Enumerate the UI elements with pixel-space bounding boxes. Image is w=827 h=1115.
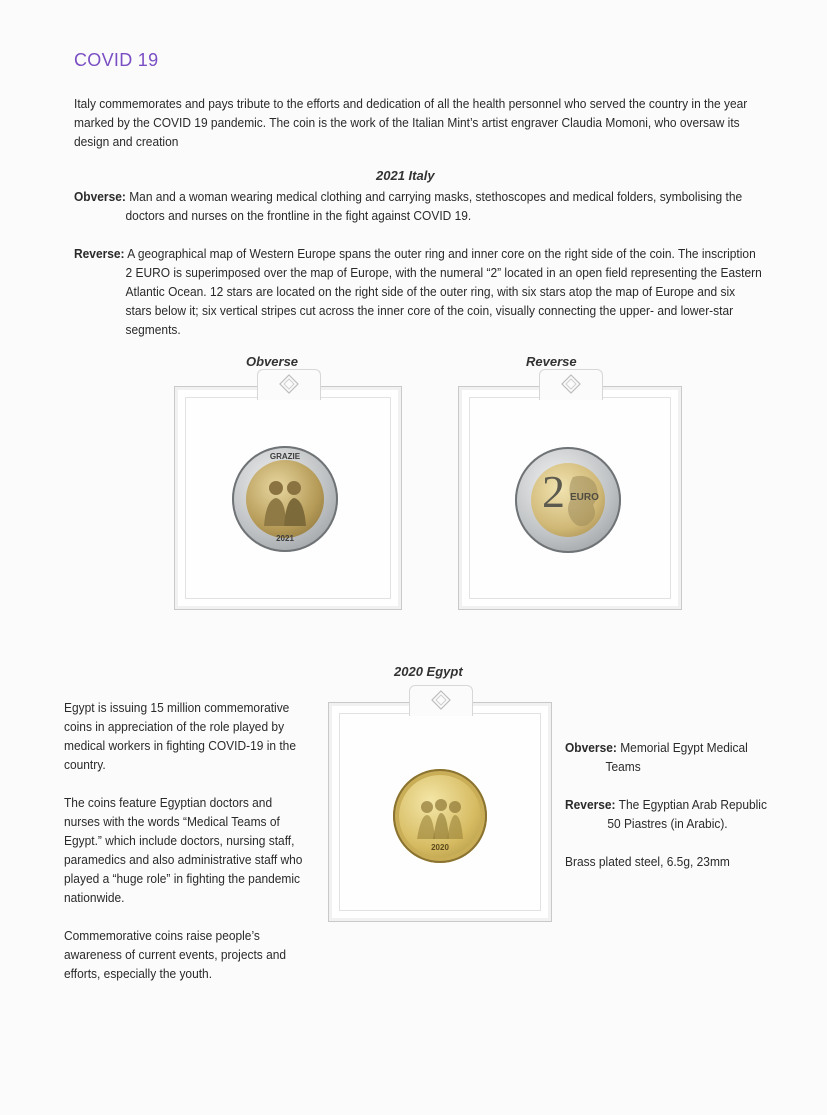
holder-tab	[409, 685, 473, 716]
coin-numeral: 2	[542, 466, 565, 517]
intro-paragraph	[74, 94, 748, 151]
egypt-coin-holder	[328, 702, 552, 922]
intro-text: Italy commemorates and pays tribute to the efforts and dedication of all the health personnel who served the country in the year marked by the COVID 19 pandemic. The coin is the work of the Italian Mint’s artist engraver Claudia Momoni, who oversaw its design and creation	[74, 96, 748, 149]
doctors-relief-icon	[246, 460, 324, 538]
italy-reverse-caption: Reverse	[526, 354, 577, 369]
coin-core	[246, 460, 324, 538]
italy-reverse-coin-holder	[458, 386, 682, 610]
italy-obverse-coin	[232, 446, 338, 552]
egypt-description	[64, 698, 303, 1002]
egypt-paragraph: Commemorative coins raise people’s awareness of current events, projects and efforts, especially the youth.	[64, 928, 287, 981]
europe-map-icon	[515, 447, 621, 553]
italy-obverse-caption: Obverse	[246, 354, 299, 369]
italy-reverse-text: A geographical map of Western Europe spans the outer ring and inner core on the right side of the coin. The inscription 2 EURO is superimposed over the map of Europe, with the numeral “2” located in an open field representing the Eastern Atlantic Ocean. 12 stars are located on the right side of the outer ring, with six stars atop the map of Europe and six stars below it; six vertical stripes cut across the inner core of the coin, visually connecting the upper- and lower-star segments.	[125, 246, 762, 337]
coin-year: 2021	[276, 534, 294, 543]
holder-tab	[257, 369, 321, 400]
egypt-material: Brass plated steel, 6.5g, 23mm	[565, 854, 730, 869]
egypt-reverse-text: The Egyptian Arab Republic	[618, 797, 767, 812]
holder-tab	[539, 369, 603, 400]
italy-reverse-label: Reverse:	[74, 246, 125, 261]
italy-obverse-label: Obverse:	[74, 189, 126, 204]
coin-year: 2020	[431, 843, 449, 852]
egypt-specifications	[565, 738, 786, 890]
egypt-reverse-label: Reverse:	[565, 797, 616, 812]
coin-denomination: EURO	[570, 492, 599, 503]
egypt-coin	[393, 769, 487, 863]
italy-reverse-coin	[515, 447, 621, 553]
coin-inscription: GRAZIE	[269, 452, 301, 461]
holder-logo-icon	[431, 690, 451, 710]
egypt-reverse-text-cont: 50 Piastres (in Arabic).	[607, 816, 728, 831]
egypt-paragraph: Egypt is issuing 15 million commemorative coins in appreciation of the role played by medical workers in fighting COVID-19 in the country.	[64, 700, 296, 772]
egypt-obverse-text: Memorial Egypt Medical	[620, 740, 748, 755]
egypt-obverse-label: Obverse:	[565, 740, 617, 755]
egypt-paragraph: The coins feature Egyptian doctors and nurses with the words “Medical Teams of Egypt.” which include doctors, nursing staff, paramedics and also administrative staff who played a “huge role” in fighting the pandemic nationwide.	[64, 795, 303, 905]
italy-heading: 2021 Italy	[376, 168, 435, 183]
holder-logo-icon	[561, 374, 581, 394]
page-title: COVID 19	[74, 50, 159, 70]
italy-reverse-description	[74, 244, 764, 339]
italy-obverse-coin-holder	[174, 386, 402, 610]
egypt-obverse-text-cont: Teams	[605, 759, 641, 774]
italy-obverse-text: Man and a woman wearing medical clothing and carrying masks, stethoscopes and medical folders, symbolising the doctors and nurses on the frontline in the fight against COVID 19.	[125, 189, 743, 223]
holder-logo-icon	[279, 374, 299, 394]
egypt-heading: 2020 Egypt	[394, 664, 463, 679]
italy-obverse-description	[74, 187, 764, 225]
